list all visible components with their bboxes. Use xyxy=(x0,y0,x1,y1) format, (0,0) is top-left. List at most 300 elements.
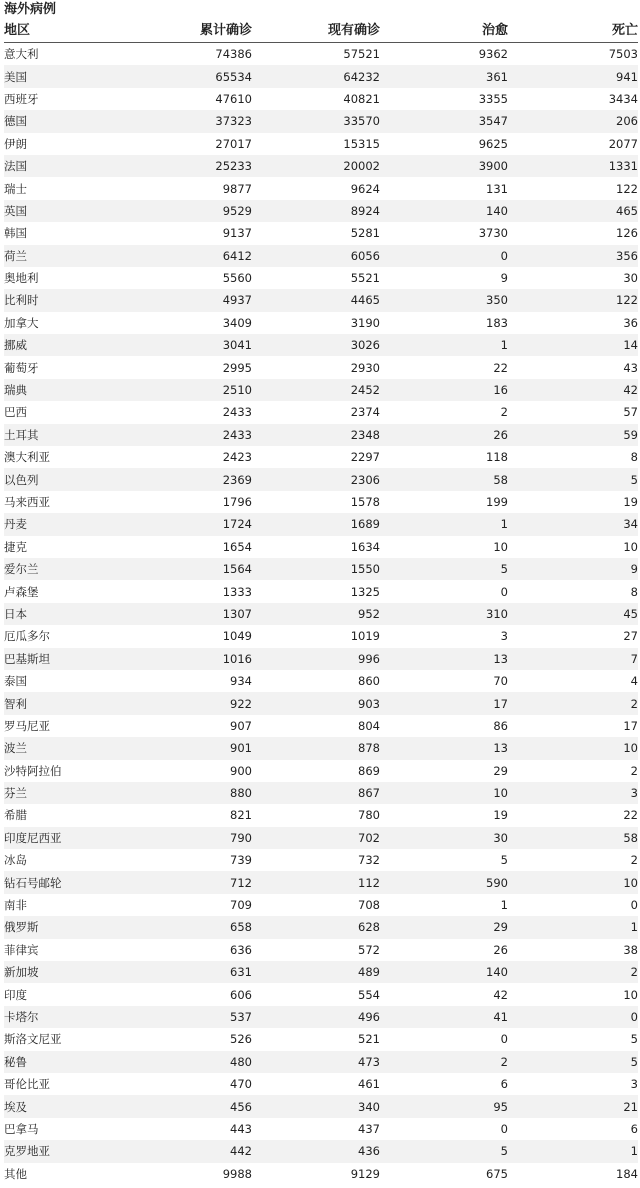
table-row[interactable] xyxy=(4,88,638,110)
cell-region: 加拿大 xyxy=(4,312,136,334)
cell-total: 37323 xyxy=(136,110,252,132)
cell-region: 波兰 xyxy=(4,737,136,759)
cell-dead: 3 xyxy=(508,1073,638,1095)
table-row[interactable] xyxy=(4,625,638,647)
cell-cured: 131 xyxy=(380,177,508,199)
cell-region: 巴西 xyxy=(4,401,136,423)
cell-total: 739 xyxy=(136,849,252,871)
cell-region: 俄罗斯 xyxy=(4,916,136,938)
cell-region: 印度尼西亚 xyxy=(4,827,136,849)
cell-total: 2433 xyxy=(136,401,252,423)
cell-region: 埃及 xyxy=(4,1095,136,1117)
table-row[interactable] xyxy=(4,289,638,311)
cell-dead: 122 xyxy=(508,289,638,311)
cell-dead: 10 xyxy=(508,536,638,558)
cell-dead: 2 xyxy=(508,849,638,871)
cell-current: 57521 xyxy=(252,43,380,66)
cell-dead: 7 xyxy=(508,648,638,670)
table-row[interactable] xyxy=(4,1028,638,1050)
cell-total: 9529 xyxy=(136,200,252,222)
cell-dead: 3434 xyxy=(508,88,638,110)
table-row[interactable] xyxy=(4,110,638,132)
cell-dead: 45 xyxy=(508,603,638,625)
cell-total: 65534 xyxy=(136,65,252,87)
cell-cured: 3900 xyxy=(380,155,508,177)
cell-region: 其他 xyxy=(4,1163,136,1185)
cell-region: 英国 xyxy=(4,200,136,222)
cell-current: 521 xyxy=(252,1028,380,1050)
cell-total: 443 xyxy=(136,1118,252,1140)
cell-total: 1724 xyxy=(136,513,252,535)
table-row[interactable] xyxy=(4,916,638,938)
cell-current: 1550 xyxy=(252,558,380,580)
cell-region: 澳大利亚 xyxy=(4,446,136,468)
cell-dead: 38 xyxy=(508,939,638,961)
cell-region: 瑞士 xyxy=(4,177,136,199)
cell-total: 442 xyxy=(136,1140,252,1162)
table-row[interactable] xyxy=(4,648,638,670)
cell-cured: 19 xyxy=(380,804,508,826)
cell-dead: 0 xyxy=(508,894,638,916)
cell-cured: 10 xyxy=(380,782,508,804)
cell-current: 473 xyxy=(252,1051,380,1073)
cell-region: 意大利 xyxy=(4,43,136,66)
cell-dead: 2077 xyxy=(508,133,638,155)
cell-dead: 21 xyxy=(508,1095,638,1117)
cell-total: 880 xyxy=(136,782,252,804)
cell-current: 572 xyxy=(252,939,380,961)
cell-current: 903 xyxy=(252,692,380,714)
cell-current: 1019 xyxy=(252,625,380,647)
cell-region: 智利 xyxy=(4,692,136,714)
cell-current: 1689 xyxy=(252,513,380,535)
table-row[interactable] xyxy=(4,155,638,177)
cell-current: 64232 xyxy=(252,65,380,87)
cell-region: 新加坡 xyxy=(4,961,136,983)
cell-current: 2930 xyxy=(252,356,380,378)
cell-current: 9129 xyxy=(252,1163,380,1185)
table-row[interactable] xyxy=(4,692,638,714)
cell-total: 1307 xyxy=(136,603,252,625)
cell-total: 1016 xyxy=(136,648,252,670)
table-row[interactable] xyxy=(4,356,638,378)
cell-cured: 310 xyxy=(380,603,508,625)
cell-current: 112 xyxy=(252,871,380,893)
cell-current: 2306 xyxy=(252,468,380,490)
cell-total: 1564 xyxy=(136,558,252,580)
cell-region: 厄瓜多尔 xyxy=(4,625,136,647)
cell-cured: 30 xyxy=(380,827,508,849)
table-row[interactable] xyxy=(4,1095,638,1117)
table-row[interactable] xyxy=(4,133,638,155)
cell-dead: 57 xyxy=(508,401,638,423)
table-row[interactable] xyxy=(4,760,638,782)
cell-region: 丹麦 xyxy=(4,513,136,535)
cell-region: 瑞典 xyxy=(4,379,136,401)
cell-cured: 95 xyxy=(380,1095,508,1117)
cell-dead: 184 xyxy=(508,1163,638,1185)
cell-dead: 1 xyxy=(508,916,638,938)
cell-total: 526 xyxy=(136,1028,252,1050)
column-header-current[interactable]: 现有确诊 xyxy=(252,20,380,43)
cell-region: 比利时 xyxy=(4,289,136,311)
cell-total: 9988 xyxy=(136,1163,252,1185)
cell-cured: 2 xyxy=(380,1051,508,1073)
cell-cured: 16 xyxy=(380,379,508,401)
table-row[interactable] xyxy=(4,1140,638,1162)
cell-current: 3026 xyxy=(252,334,380,356)
cell-region: 日本 xyxy=(4,603,136,625)
cell-dead: 42 xyxy=(508,379,638,401)
cell-dead: 7503 xyxy=(508,43,638,66)
cell-current: 780 xyxy=(252,804,380,826)
cell-cured: 86 xyxy=(380,715,508,737)
cell-dead: 3 xyxy=(508,782,638,804)
table-row[interactable] xyxy=(4,827,638,849)
cell-cured: 42 xyxy=(380,983,508,1005)
cell-dead: 27 xyxy=(508,625,638,647)
table-row[interactable] xyxy=(4,603,638,625)
cell-region: 法国 xyxy=(4,155,136,177)
cell-region: 卡塔尔 xyxy=(4,1006,136,1028)
cell-current: 878 xyxy=(252,737,380,759)
cell-dead: 5 xyxy=(508,1051,638,1073)
table-row[interactable] xyxy=(4,536,638,558)
cell-region: 荷兰 xyxy=(4,245,136,267)
cell-cured: 70 xyxy=(380,670,508,692)
cell-region: 葡萄牙 xyxy=(4,356,136,378)
cell-cured: 5 xyxy=(380,849,508,871)
cell-total: 3409 xyxy=(136,312,252,334)
table-row[interactable] xyxy=(4,558,638,580)
cell-dead: 22 xyxy=(508,804,638,826)
cell-cured: 5 xyxy=(380,558,508,580)
cell-region: 泰国 xyxy=(4,670,136,692)
cell-current: 2297 xyxy=(252,446,380,468)
cell-region: 挪威 xyxy=(4,334,136,356)
table-row[interactable] xyxy=(4,804,638,826)
cell-current: 15315 xyxy=(252,133,380,155)
cell-total: 658 xyxy=(136,916,252,938)
cell-cured: 26 xyxy=(380,424,508,446)
cell-cured: 183 xyxy=(380,312,508,334)
cell-total: 922 xyxy=(136,692,252,714)
table-row[interactable] xyxy=(4,1006,638,1028)
cell-cured: 199 xyxy=(380,491,508,513)
cell-dead: 2 xyxy=(508,692,638,714)
cell-total: 712 xyxy=(136,871,252,893)
cell-region: 美国 xyxy=(4,65,136,87)
cell-dead: 14 xyxy=(508,334,638,356)
cell-cured: 3355 xyxy=(380,88,508,110)
cell-dead: 356 xyxy=(508,245,638,267)
cell-total: 1654 xyxy=(136,536,252,558)
table-row[interactable] xyxy=(4,670,638,692)
cell-current: 436 xyxy=(252,1140,380,1162)
cell-total: 74386 xyxy=(136,43,252,66)
cell-current: 867 xyxy=(252,782,380,804)
table-row[interactable] xyxy=(4,894,638,916)
cell-total: 9137 xyxy=(136,222,252,244)
cell-current: 40821 xyxy=(252,88,380,110)
table-row[interactable] xyxy=(4,446,638,468)
cell-cured: 5 xyxy=(380,1140,508,1162)
cell-cured: 41 xyxy=(380,1006,508,1028)
cell-total: 631 xyxy=(136,961,252,983)
cell-total: 1049 xyxy=(136,625,252,647)
table-row[interactable] xyxy=(4,222,638,244)
cell-cured: 3 xyxy=(380,625,508,647)
cell-region: 罗马尼亚 xyxy=(4,715,136,737)
table-row[interactable] xyxy=(4,65,638,87)
cell-cured: 6 xyxy=(380,1073,508,1095)
cell-dead: 0 xyxy=(508,1006,638,1028)
column-header-total[interactable]: 累计确诊 xyxy=(136,20,252,43)
cell-current: 5281 xyxy=(252,222,380,244)
cell-cured: 350 xyxy=(380,289,508,311)
cell-current: 732 xyxy=(252,849,380,871)
table-row[interactable] xyxy=(4,513,638,535)
table-row[interactable] xyxy=(4,401,638,423)
cell-dead: 17 xyxy=(508,715,638,737)
table-row[interactable] xyxy=(4,491,638,513)
cell-region: 伊朗 xyxy=(4,133,136,155)
cell-dead: 941 xyxy=(508,65,638,87)
cell-total: 2369 xyxy=(136,468,252,490)
cell-region: 菲律宾 xyxy=(4,939,136,961)
cell-region: 韩国 xyxy=(4,222,136,244)
cell-region: 奥地利 xyxy=(4,267,136,289)
table-row[interactable] xyxy=(4,312,638,334)
cell-region: 印度 xyxy=(4,983,136,1005)
cell-dead: 10 xyxy=(508,983,638,1005)
cell-cured: 675 xyxy=(380,1163,508,1185)
cell-current: 628 xyxy=(252,916,380,938)
cell-current: 2348 xyxy=(252,424,380,446)
cell-total: 6412 xyxy=(136,245,252,267)
table-row[interactable] xyxy=(4,1163,638,1185)
cell-region: 南非 xyxy=(4,894,136,916)
cell-total: 2433 xyxy=(136,424,252,446)
cell-region: 克罗地亚 xyxy=(4,1140,136,1162)
table-row[interactable] xyxy=(4,939,638,961)
cell-dead: 206 xyxy=(508,110,638,132)
table-row[interactable] xyxy=(4,961,638,983)
cell-dead: 6 xyxy=(508,1118,638,1140)
cell-region: 芬兰 xyxy=(4,782,136,804)
cases-table xyxy=(4,20,638,1185)
cell-current: 996 xyxy=(252,648,380,670)
cell-current: 496 xyxy=(252,1006,380,1028)
cell-dead: 59 xyxy=(508,424,638,446)
cell-region: 希腊 xyxy=(4,804,136,826)
cell-total: 790 xyxy=(136,827,252,849)
table-row[interactable] xyxy=(4,379,638,401)
cell-cured: 0 xyxy=(380,245,508,267)
cell-total: 5560 xyxy=(136,267,252,289)
cell-region: 斯洛文尼亚 xyxy=(4,1028,136,1050)
cell-total: 9877 xyxy=(136,177,252,199)
cell-cured: 0 xyxy=(380,1118,508,1140)
cell-total: 4937 xyxy=(136,289,252,311)
table-row[interactable] xyxy=(4,468,638,490)
cell-total: 480 xyxy=(136,1051,252,1073)
column-header-dead[interactable]: 死亡 xyxy=(508,20,638,43)
cell-region: 土耳其 xyxy=(4,424,136,446)
cell-cured: 29 xyxy=(380,916,508,938)
cell-cured: 140 xyxy=(380,961,508,983)
table-row[interactable] xyxy=(4,245,638,267)
header-row xyxy=(4,20,638,43)
cell-dead: 8 xyxy=(508,446,638,468)
table-row[interactable] xyxy=(4,737,638,759)
cell-cured: 9362 xyxy=(380,43,508,66)
cell-region: 西班牙 xyxy=(4,88,136,110)
cell-total: 2995 xyxy=(136,356,252,378)
cell-dead: 1 xyxy=(508,1140,638,1162)
cell-dead: 43 xyxy=(508,356,638,378)
cell-current: 20002 xyxy=(252,155,380,177)
page-title: 海外病例 xyxy=(4,2,57,17)
cell-dead: 465 xyxy=(508,200,638,222)
cell-cured: 22 xyxy=(380,356,508,378)
cell-current: 3190 xyxy=(252,312,380,334)
table-row[interactable] xyxy=(4,177,638,199)
cell-cured: 0 xyxy=(380,1028,508,1050)
cell-current: 869 xyxy=(252,760,380,782)
cell-current: 33570 xyxy=(252,110,380,132)
cell-current: 340 xyxy=(252,1095,380,1117)
cell-region: 马来西亚 xyxy=(4,491,136,513)
cell-region: 捷克 xyxy=(4,536,136,558)
cell-current: 437 xyxy=(252,1118,380,1140)
cell-dead: 2 xyxy=(508,961,638,983)
cell-dead: 2 xyxy=(508,760,638,782)
cell-current: 860 xyxy=(252,670,380,692)
cell-total: 537 xyxy=(136,1006,252,1028)
cell-cured: 118 xyxy=(380,446,508,468)
table-header xyxy=(4,20,638,43)
cell-total: 25233 xyxy=(136,155,252,177)
cell-total: 709 xyxy=(136,894,252,916)
cell-region: 哥伦比亚 xyxy=(4,1073,136,1095)
table-row[interactable] xyxy=(4,1073,638,1095)
cell-dead: 8 xyxy=(508,580,638,602)
cell-dead: 122 xyxy=(508,177,638,199)
cell-dead: 4 xyxy=(508,670,638,692)
table-row[interactable] xyxy=(4,871,638,893)
cell-cured: 9625 xyxy=(380,133,508,155)
cell-current: 1325 xyxy=(252,580,380,602)
cell-current: 1634 xyxy=(252,536,380,558)
table-row[interactable] xyxy=(4,334,638,356)
cell-total: 2510 xyxy=(136,379,252,401)
cell-cured: 17 xyxy=(380,692,508,714)
cell-region: 巴拿马 xyxy=(4,1118,136,1140)
cell-current: 952 xyxy=(252,603,380,625)
table-row[interactable] xyxy=(4,983,638,1005)
cell-dead: 30 xyxy=(508,267,638,289)
cell-region: 爱尔兰 xyxy=(4,558,136,580)
cell-total: 821 xyxy=(136,804,252,826)
cell-cured: 361 xyxy=(380,65,508,87)
cell-current: 2452 xyxy=(252,379,380,401)
cell-cured: 10 xyxy=(380,536,508,558)
column-header-region[interactable]: 地区 xyxy=(4,20,136,43)
cell-cured: 140 xyxy=(380,200,508,222)
cell-total: 2423 xyxy=(136,446,252,468)
cell-dead: 9 xyxy=(508,558,638,580)
table-row[interactable] xyxy=(4,580,638,602)
table-row[interactable] xyxy=(4,267,638,289)
cell-total: 470 xyxy=(136,1073,252,1095)
cell-current: 9624 xyxy=(252,177,380,199)
cell-cured: 26 xyxy=(380,939,508,961)
cell-cured: 1 xyxy=(380,513,508,535)
cell-total: 456 xyxy=(136,1095,252,1117)
cell-current: 2374 xyxy=(252,401,380,423)
cell-region: 德国 xyxy=(4,110,136,132)
table-body xyxy=(4,43,638,1185)
cell-current: 1578 xyxy=(252,491,380,513)
cell-total: 636 xyxy=(136,939,252,961)
cell-current: 554 xyxy=(252,983,380,1005)
column-header-cured[interactable]: 治愈 xyxy=(380,20,508,43)
cell-dead: 36 xyxy=(508,312,638,334)
cell-dead: 58 xyxy=(508,827,638,849)
cell-region: 秘鲁 xyxy=(4,1051,136,1073)
cell-region: 沙特阿拉伯 xyxy=(4,760,136,782)
cell-cured: 29 xyxy=(380,760,508,782)
cell-dead: 5 xyxy=(508,1028,638,1050)
cell-current: 489 xyxy=(252,961,380,983)
table-row[interactable] xyxy=(4,43,638,66)
table-row[interactable] xyxy=(4,1051,638,1073)
cell-dead: 1331 xyxy=(508,155,638,177)
cell-region: 以色列 xyxy=(4,468,136,490)
cell-total: 1796 xyxy=(136,491,252,513)
cell-total: 934 xyxy=(136,670,252,692)
cell-current: 708 xyxy=(252,894,380,916)
table-row[interactable] xyxy=(4,1118,638,1140)
cell-cured: 1 xyxy=(380,894,508,916)
table-row[interactable] xyxy=(4,200,638,222)
cell-current: 6056 xyxy=(252,245,380,267)
cell-dead: 126 xyxy=(508,222,638,244)
cell-cured: 13 xyxy=(380,648,508,670)
cell-dead: 10 xyxy=(508,871,638,893)
cell-current: 702 xyxy=(252,827,380,849)
cell-dead: 5 xyxy=(508,468,638,490)
cell-dead: 10 xyxy=(508,737,638,759)
table-row[interactable] xyxy=(4,849,638,871)
cell-current: 804 xyxy=(252,715,380,737)
cell-total: 907 xyxy=(136,715,252,737)
cell-cured: 3547 xyxy=(380,110,508,132)
cell-total: 901 xyxy=(136,737,252,759)
cell-region: 冰岛 xyxy=(4,849,136,871)
cell-cured: 1 xyxy=(380,334,508,356)
table-row[interactable] xyxy=(4,715,638,737)
cell-dead: 19 xyxy=(508,491,638,513)
cell-cured: 0 xyxy=(380,580,508,602)
cell-total: 606 xyxy=(136,983,252,1005)
cell-dead: 34 xyxy=(508,513,638,535)
table-row[interactable] xyxy=(4,424,638,446)
cell-total: 47610 xyxy=(136,88,252,110)
table-row[interactable] xyxy=(4,782,638,804)
cell-region: 卢森堡 xyxy=(4,580,136,602)
